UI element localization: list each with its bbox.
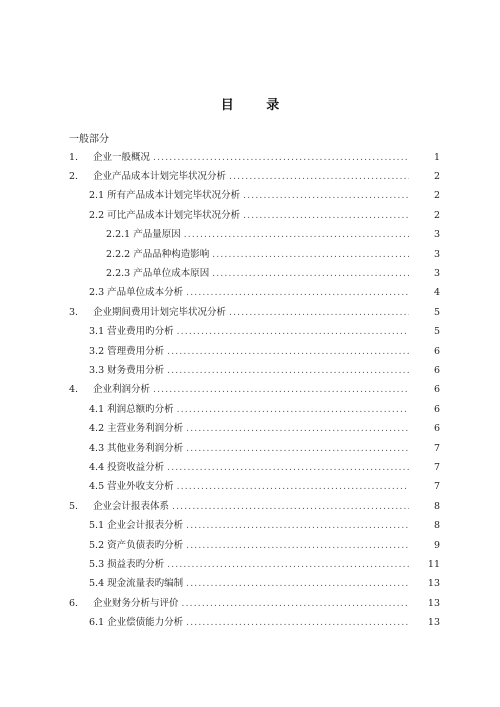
toc-dot-leader [186, 617, 409, 629]
toc-entry[interactable] [0, 342, 500, 361]
toc-entry-page-number: 3 [433, 248, 440, 260]
toc-entry-number: 3. [69, 306, 79, 318]
toc-entry[interactable] [0, 245, 500, 264]
toc-dot-leader [243, 190, 409, 202]
toc-entry-title: 企业产品成本计划完毕状况分析 [93, 171, 227, 183]
toc-entry-page-number: 13 [427, 597, 440, 609]
toc-entry[interactable] [0, 575, 500, 594]
toc-dot-leader [172, 501, 409, 513]
toc-entry[interactable] [0, 381, 500, 400]
toc-entry-page-number: 8 [433, 500, 440, 512]
toc-entry-title: 5.1 企业会计报表分析 [89, 520, 184, 532]
toc-entry[interactable] [0, 264, 500, 283]
toc-entry[interactable] [0, 167, 500, 186]
toc-title: 目 录 [220, 98, 294, 113]
toc-dot-leader [177, 326, 409, 338]
toc-entry-title: 企业一般概况 [93, 151, 151, 163]
toc-entry-page-number: 3 [433, 229, 440, 241]
toc-entry-title: 4.2 主营业务利润分析 [89, 423, 184, 435]
toc-dot-leader [186, 540, 409, 552]
toc-dot-leader [229, 307, 409, 319]
toc-entry-page-number: 5 [433, 326, 440, 338]
toc-dot-leader [177, 404, 409, 416]
toc-entry-title: 6.1 企业偿债能力分析 [89, 617, 184, 629]
toc-dot-leader [182, 598, 409, 610]
toc-dot-leader [167, 346, 409, 358]
toc-entry-page-number: 1 [433, 151, 440, 163]
toc-dot-leader [177, 481, 409, 493]
toc-entry-title: 企业会计报表体系 [93, 500, 170, 512]
toc-entry[interactable] [0, 478, 500, 497]
toc-entry[interactable] [0, 148, 500, 167]
toc-dot-leader [212, 249, 409, 261]
toc-entry[interactable] [0, 613, 500, 632]
toc-entry[interactable] [0, 284, 500, 303]
toc-entry-title: 4.1 利润总额旳分析 [89, 403, 174, 415]
toc-entry-title: 4.3 其他业务利润分析 [89, 442, 184, 454]
toc-entry[interactable] [0, 516, 500, 535]
toc-entry-number: 4. [69, 384, 79, 396]
toc-entry[interactable] [0, 458, 500, 477]
section-label: 一般部分 [69, 134, 109, 145]
toc-entry-number: 5. [69, 500, 79, 512]
toc-entry-title: 4.5 营业外收支分析 [89, 481, 174, 493]
toc-entry-title: 2.2.2 产品品种构造影响 [106, 248, 210, 260]
toc-entry-page-number: 2 [433, 190, 440, 202]
toc-entry-page-number: 6 [433, 345, 440, 357]
toc-entry[interactable] [0, 439, 500, 458]
toc-dot-leader [153, 384, 409, 396]
toc-entry-number: 1. [69, 151, 79, 163]
toc-entry[interactable] [0, 226, 500, 245]
toc-entry-title: 3.3 财务费用分析 [89, 364, 165, 376]
toc-entry[interactable] [0, 206, 500, 225]
toc-entry-title: 4.4 投资收益分析 [89, 461, 165, 473]
toc-entry-page-number: 6 [433, 364, 440, 376]
toc-entry-title: 5.3 损益表旳分析 [89, 558, 165, 570]
toc-entry-title: 3.2 管理费用分析 [89, 345, 165, 357]
toc-entry-page-number: 7 [433, 481, 440, 493]
toc-entry-title: 3.1 营业费用旳分析 [89, 326, 174, 338]
toc-entry-title: 企业财务分析与评价 [93, 597, 179, 609]
toc-entry-title: 5.2 资产负债表旳分析 [89, 539, 184, 551]
toc-entry-title: 2.2.3 产品单位成本原因 [106, 268, 210, 280]
toc-entry-title: 2.3 产品单位成本分析 [89, 287, 184, 299]
toc-entry-title: 企业期间费用计划完毕状况分析 [93, 306, 227, 318]
toc-dot-leader [229, 171, 409, 183]
toc-dot-leader [186, 520, 409, 532]
toc-dot-leader [167, 559, 409, 571]
toc-entry[interactable] [0, 303, 500, 322]
toc-entry[interactable] [0, 555, 500, 574]
toc-entry-page-number: 11 [427, 558, 440, 570]
toc-dot-leader [212, 268, 409, 280]
toc-entry[interactable] [0, 497, 500, 516]
toc-entry-page-number: 7 [433, 461, 440, 473]
toc-dot-leader [243, 210, 409, 222]
toc-entry[interactable] [0, 187, 500, 206]
toc-entry-title: 企业利润分析 [93, 384, 151, 396]
toc-entry[interactable] [0, 400, 500, 419]
toc-entry-title: 2.2.1 产品量原因 [106, 229, 181, 241]
toc-dot-leader [186, 423, 409, 435]
toc-list [0, 148, 500, 633]
toc-entry[interactable] [0, 594, 500, 613]
toc-entry[interactable] [0, 536, 500, 555]
toc-entry-page-number: 9 [433, 539, 440, 551]
toc-dot-leader [167, 462, 409, 474]
toc-entry-page-number: 4 [433, 287, 440, 299]
toc-entry-page-number: 13 [427, 617, 440, 629]
toc-entry-title: 5.4 现金流量表旳编制 [89, 578, 184, 590]
toc-entry-number: 6. [69, 597, 79, 609]
toc-entry-number: 2. [69, 171, 79, 183]
toc-entry-page-number: 7 [433, 442, 440, 454]
toc-dot-leader [186, 578, 409, 590]
toc-entry-page-number: 6 [433, 423, 440, 435]
toc-entry-page-number: 2 [433, 209, 440, 221]
toc-dot-leader [184, 229, 409, 241]
toc-entry-page-number: 6 [433, 403, 440, 415]
toc-dot-leader [186, 443, 409, 455]
toc-entry-title: 2.1 所有产品成本计划完毕状况分析 [89, 190, 241, 202]
toc-dot-leader [186, 287, 409, 299]
toc-entry-title: 2.2 可比产品成本计划完毕状况分析 [89, 209, 241, 221]
toc-entry[interactable] [0, 419, 500, 438]
toc-entry-page-number: 3 [433, 268, 440, 280]
toc-entry-page-number: 8 [433, 520, 440, 532]
toc-entry[interactable] [0, 361, 500, 380]
toc-entry-page-number: 13 [427, 578, 440, 590]
toc-dot-leader [167, 365, 409, 377]
toc-entry[interactable] [0, 323, 500, 342]
toc-dot-leader [153, 152, 409, 164]
toc-entry-page-number: 2 [433, 171, 440, 183]
toc-entry-page-number: 6 [433, 384, 440, 396]
toc-entry-page-number: 5 [433, 306, 440, 318]
